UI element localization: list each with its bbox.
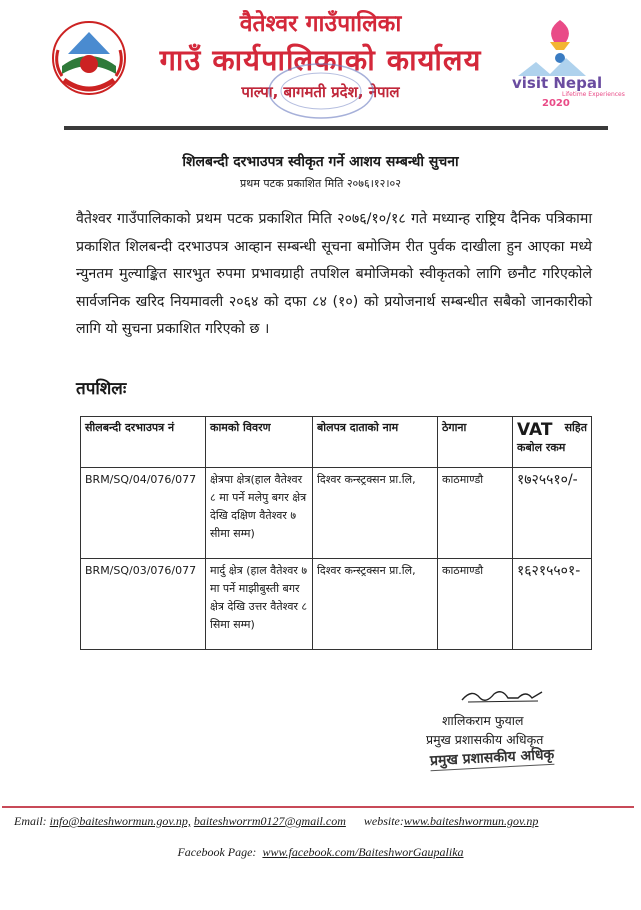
col-address: ठेगाना (438, 417, 513, 468)
col-bidder-name: बोलपत्र दाताको नाम (313, 417, 438, 468)
col-amount (513, 417, 592, 468)
footer-contact (14, 814, 538, 829)
website-label: website: (363, 814, 404, 828)
vat-label: VAT (517, 420, 553, 440)
website-link[interactable]: www.baiteshwormun.gov.np (403, 814, 539, 828)
notice-title: शिलबन्दी दरभाउपत्र स्वीकृत गर्ने आशय सम्बन्धी सुचना (182, 154, 459, 170)
cell-amount: १७२५५१०/- (513, 468, 592, 559)
cell-address: काठमाण्डौ (438, 559, 513, 650)
office-stamp (262, 60, 380, 122)
visit-nepal-year: 2020 (542, 98, 570, 109)
col-bid-number: सीलबन्दी दरभाउपत्र नं (81, 417, 206, 468)
table-header-row (81, 417, 592, 468)
official-name: शालिकराम फुयाल (442, 713, 524, 728)
visit-nepal-text: visit Nepal (512, 74, 603, 92)
vat-sahit-label: सहित (564, 421, 587, 434)
notice-subtitle: प्रथम पटक प्रकाशित मिति २०७६।१२।०२ (240, 177, 401, 190)
office-address: पाल्पा, बागमती प्रदेश, नेपाल (241, 83, 400, 101)
table-row (81, 468, 592, 559)
footer-facebook (0, 845, 641, 860)
cell-desc: क्षेत्रपा क्षेत्र(हाल वैतेश्वर ८ मा पर्ने मलेपु बगर क्षेत्र देखि दक्षिण वैतेश्वर ७ सीमा सम्म) (206, 468, 313, 559)
email-link-1[interactable]: info@baiteshwormun.gov.np, (49, 814, 191, 828)
header-divider (64, 126, 608, 130)
office-name: गाउँ कार्यपालिकाको कार्यालय (159, 43, 482, 77)
cell-bidder: दिश्वर कन्स्ट्रक्सन प्रा.लि, (313, 468, 438, 559)
notice-body: वैतेश्वर गाउँपालिकाको प्रथम पटक प्रकाशित मिति २०७६/१०/१८ गते मध्यान्ह राष्ट्रिय दैनिक पत्रिकामा प्रकाशित शिलबन्दी दरभाउपत्र आव्हान सम्बन्धी सूचना बमोजिम रीत पुर्वक दाखीला हुन आएका मध्ये न्युनतम मुल्याङ्कित सारभुत रुपमा प्रभावग्राही तपशिल बमोजिमको स्वीकृतको लागि छनौट गरिएकोले सार्वजनिक खरिद नियमावली २०६४ को दफा ८४ (१०) को प्रयोजनार्थ सम्बन्धीत सबैको जानकारीको लागि यो सुचना प्रकाशित गरिएको छ । (76, 211, 592, 338)
facebook-label: Facebook Page: (177, 845, 257, 859)
email-link-2[interactable]: baiteshworrm0127@gmail.com (193, 814, 346, 828)
municipality-name: वैतेश्वर गाउँपालिका (239, 11, 402, 37)
bid-table (80, 416, 592, 650)
cell-ref: BRM/SQ/03/076/077 (81, 559, 206, 650)
bid-amount-label: कबोल रकम (517, 441, 566, 454)
email-label: Email: (14, 814, 47, 828)
footer-divider (2, 806, 634, 808)
visit-nepal-2020-logo (506, 18, 625, 110)
visit-nepal-tagline: Lifetime Experiences (562, 91, 625, 98)
cell-bidder: दिश्वर कन्स्ट्रक्सन प्रा.लि, (313, 559, 438, 650)
cell-amount: १६२१५५०१- (513, 559, 592, 650)
signature (458, 684, 548, 706)
cell-desc: मार्दु क्षेत्र (हाल वैतेश्वर ७ मा पर्ने माझीबुस्ती बगर क्षेत्र देखि उत्तर वैतेश्वर ८ सिमा सम्म) (206, 559, 313, 650)
official-title: प्रमुख प्रशासकीय अधिकृत (426, 732, 544, 747)
table-row (81, 559, 592, 650)
cell-address: काठमाण्डौ (438, 468, 513, 559)
cell-ref: BRM/SQ/04/076/077 (81, 468, 206, 559)
facebook-link[interactable]: www.facebook.com/BaiteshworGaupalika (262, 845, 464, 859)
official-stamp: प्रमुख प्रशासकीय अधिकृ (429, 746, 555, 770)
tapasil-label: तपशिलः (76, 379, 127, 399)
col-work-description: कामको विवरण (206, 417, 313, 468)
